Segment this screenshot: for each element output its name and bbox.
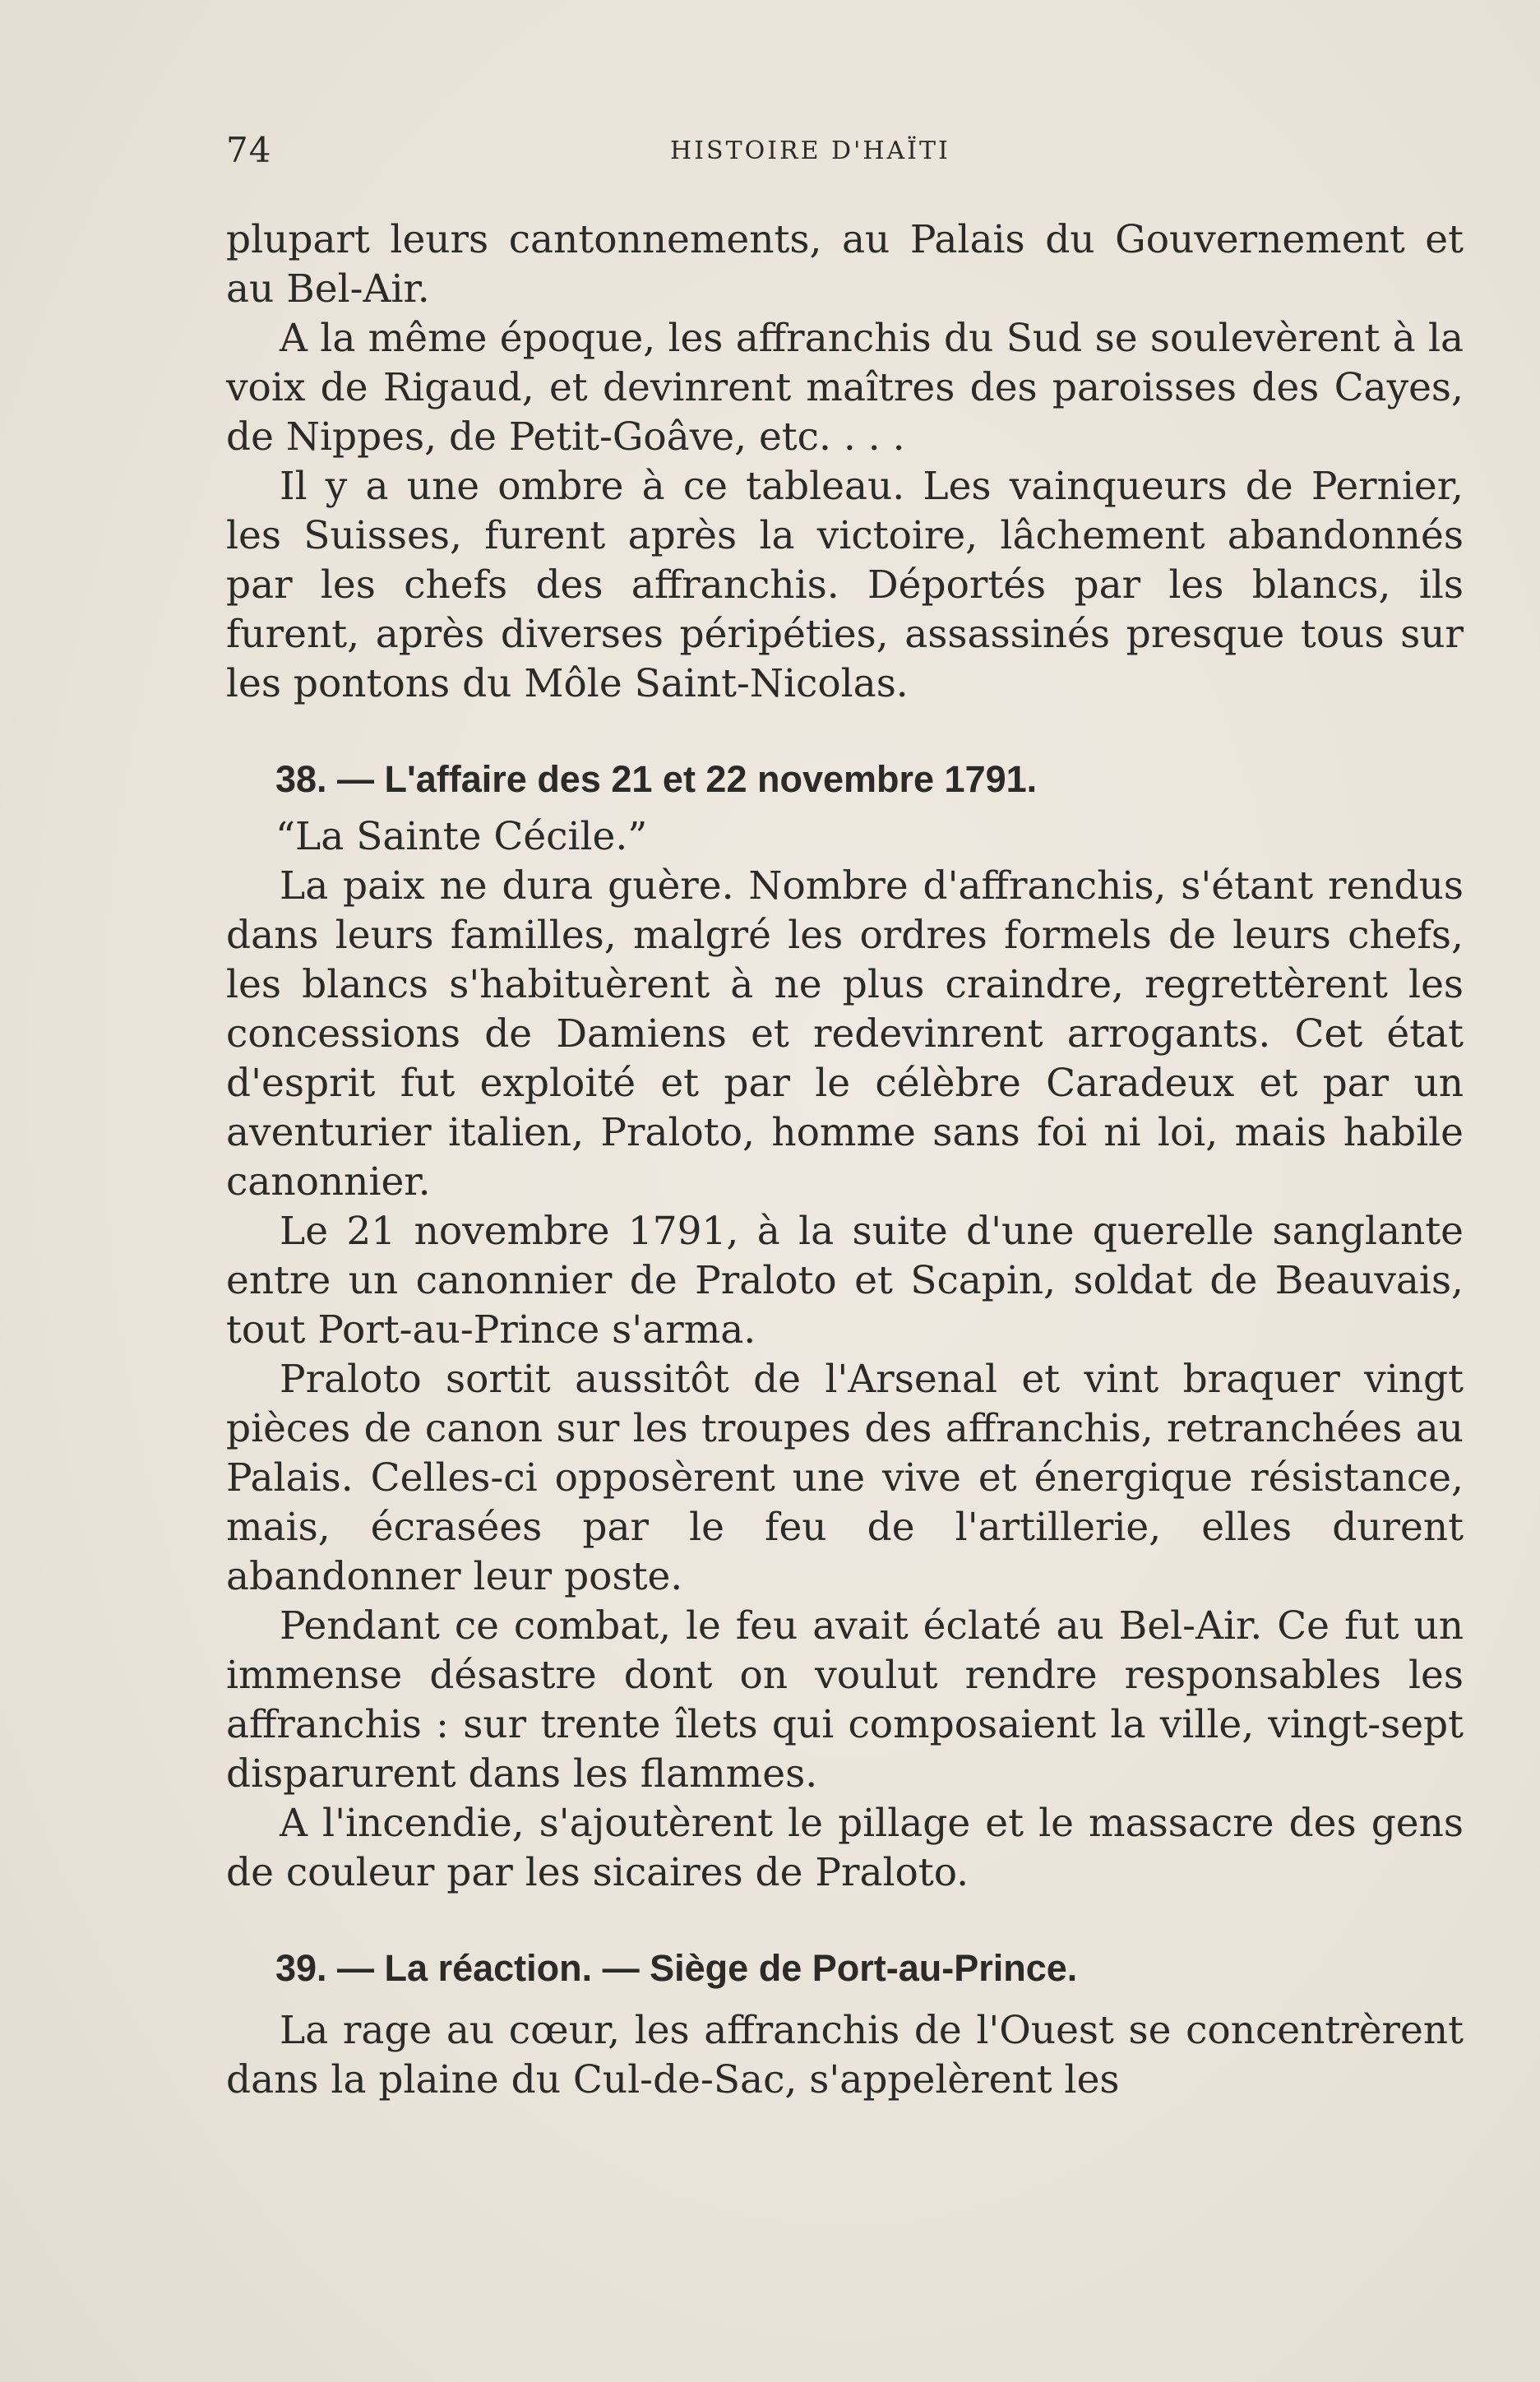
- paragraph: La rage au cœur, les affranchis de l'Ouest se concentrèrent dans la plaine du Cul-de-Sac, s'appelèrent les: [226, 2008, 1464, 2102]
- page-body: [226, 215, 1464, 2105]
- paragraph: Pendant ce combat, le feu avait éclaté au Bel-Air. Ce fut un immense désastre dont on voulut rendre responsables les affranchis : sur trente îlets qui composaient la ville, vingt-sept disparurent dans les flammes.: [226, 1603, 1464, 1797]
- running-title: HISTOIRE D'HAÏTI: [670, 136, 950, 165]
- page-number: 74: [226, 130, 272, 170]
- paragraph: Le 21 novembre 1791, à la suite d'une querelle sanglante entre un canonnier de Praloto et Scapin, soldat de Beauvais, tout Port-au-Prince s'arma.: [226, 1209, 1464, 1353]
- section-heading-38: 38. — L'affaire des 21 et 22 novembre 1791.: [275, 758, 1038, 800]
- paragraph: Praloto sortit aussitôt de l'Arsenal et vint braquer vingt pièces de canon sur les troupes des affranchis, retranchées au Palais. Celles-ci opposèrent une vive et énergique résistance, mais, écrasées par le feu de l'artillerie, elles durent abandonner leur poste.: [226, 1357, 1464, 1599]
- paragraph: A la même époque, les affranchis du Sud se soulevèrent à la voix de Rigaud, et devinrent maîtres des paroisses des Cayes, de Nippes, de Petit-Goâve, etc. . . .: [226, 316, 1464, 460]
- paragraph: plupart leurs cantonnements, au Palais du Gouvernement et au Bel-Air.: [226, 217, 1464, 312]
- paragraph: La paix ne dura guère. Nombre d'affranchis, s'étant rendus dans leurs familles, malgré les ordres formels de leurs chefs, les blancs s'habituèrent à ne plus craindre, regrettèrent les concessions de Damiens et redevinrent arrogants. Cet état d'esprit fut exploité et par le célèbre Caradeux et par un aventurier italien, Praloto, homme sans foi ni loi, mais habile canonnier.: [226, 863, 1464, 1205]
- section-subtitle-38: “La Sainte Cécile.”: [275, 814, 648, 859]
- page-header: [226, 130, 1468, 171]
- paragraph: A l'incendie, s'ajoutèrent le pillage et le massacre des gens de couleur par les sicaires de Praloto.: [226, 1801, 1464, 1895]
- paragraph: Il y a une ombre à ce tableau. Les vainqueurs de Pernier, les Suisses, furent après la victoire, lâchement abandonnés par les chefs des affranchis. Déportés par les blancs, ils furent, après diverses péripéties, assassinés presque tous sur les pontons du Môle Saint-Nicolas.: [226, 464, 1464, 706]
- section-heading-39: 39. — La réaction. — Siège de Port-au-Prince.: [275, 1947, 1078, 1989]
